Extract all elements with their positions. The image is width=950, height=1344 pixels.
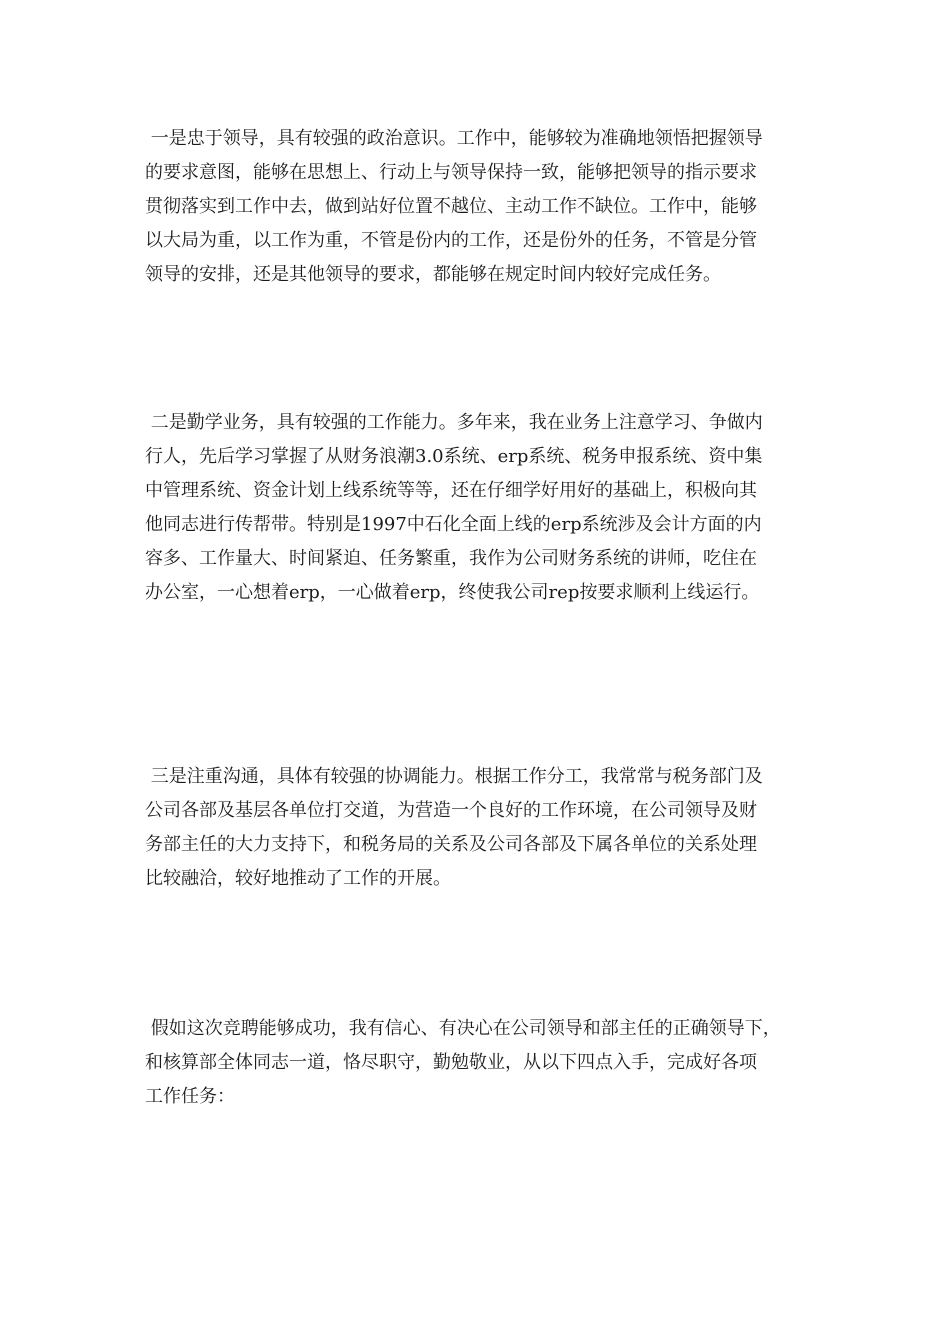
paragraph-line: 容多、工作量大、时间紧迫、任务繁重，我作为公司财务系统的讲师，吃住在 xyxy=(145,548,757,569)
paragraph-line: 办公室，一心想着erp，一心做着erp，终使我公司rep按要求顺利上线运行。 xyxy=(145,582,760,603)
paragraph-line: 的要求意图，能够在思想上、行动上与领导保持一致，能够把领导的指示要求 xyxy=(145,162,757,183)
paragraph-communication xyxy=(145,760,825,896)
paragraph-line: 三是注重沟通，具体有较强的协调能力。根据工作分工，我常常与税务部门及 xyxy=(145,766,763,787)
paragraph-line: 他同志进行传帮带。特别是1997中石化全面上线的erp系统涉及会计方面的内 xyxy=(145,514,762,535)
paragraph-line: 假如这次竞聘能够成功，我有信心、有决心在公司领导和部主任的正确领导下， xyxy=(145,1018,781,1039)
paragraph-line: 行人，先后学习掌握了从财务浪潮3.0系统、erp系统、税务申报系统、资中集 xyxy=(145,446,763,467)
paragraph-loyalty xyxy=(145,122,825,292)
paragraph-diligence xyxy=(145,406,825,610)
paragraph-line: 公司各部及基层各单位打交道，为营造一个良好的工作环境，在公司领导及财 xyxy=(145,800,757,821)
paragraph-line: 贯彻落实到工作中去，做到站好位置不越位、主动工作不缺位。工作中，能够 xyxy=(145,196,757,217)
paragraph-line: 工作任务： xyxy=(145,1086,235,1107)
paragraph-line: 中管理系统、资金计划上线系统等等，还在仔细学好用好的基础上，积极向其 xyxy=(145,480,757,501)
paragraph-line: 和核算部全体同志一道，恪尽职守，勤勉敬业，从以下四点入手，完成好各项 xyxy=(145,1052,757,1073)
paragraph-commitment xyxy=(145,1012,825,1114)
paragraph-line: 二是勤学业务，具有较强的工作能力。多年来，我在业务上注意学习、争做内 xyxy=(145,412,763,433)
paragraph-line: 比较融洽，较好地推动了工作的开展。 xyxy=(145,868,451,889)
paragraph-line: 以大局为重，以工作为重，不管是份内的工作，还是份外的任务，不管是分管 xyxy=(145,230,757,251)
paragraph-line: 务部主任的大力支持下，和税务局的关系及公司各部及下属各单位的关系处理 xyxy=(145,834,757,855)
paragraph-line: 一是忠于领导，具有较强的政治意识。工作中，能够较为准确地领悟把握领导 xyxy=(145,128,763,149)
paragraph-line: 领导的安排，还是其他领导的要求，都能够在规定时间内较好完成任务。 xyxy=(145,264,721,285)
